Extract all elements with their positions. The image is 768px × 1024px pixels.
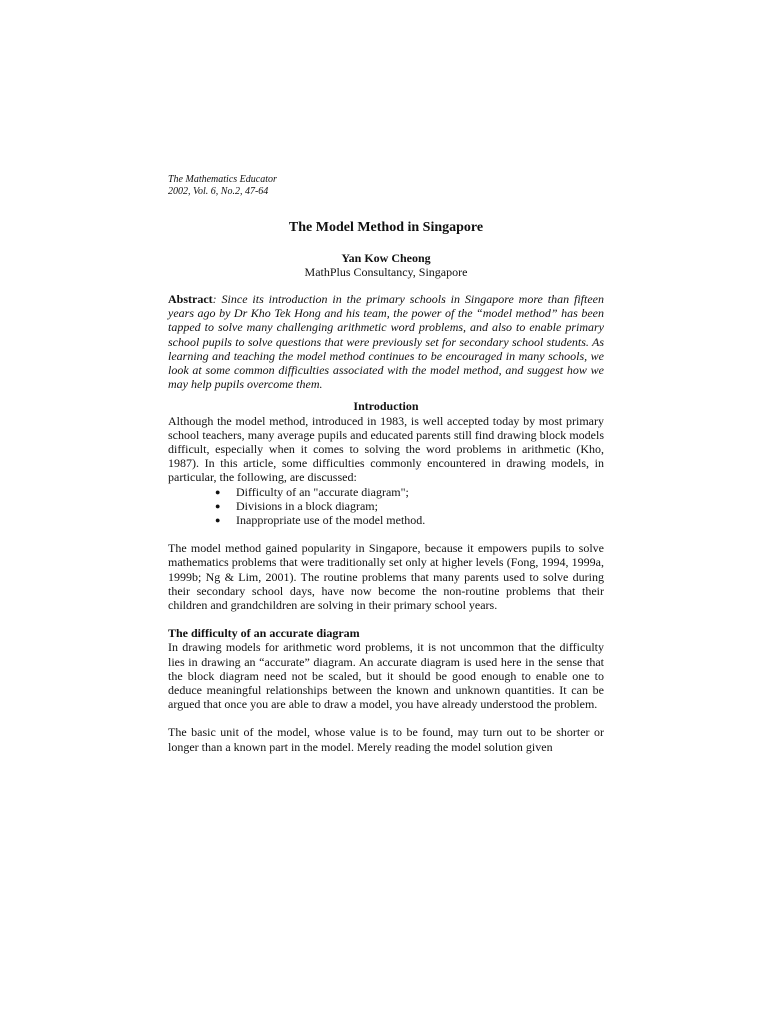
introduction-paragraph-1: Although the model method, introduced in 1983, is well accepted today by most primary school teachers, many average pupils and educated parents still find drawing block models difficult, especially when it comes to solving the word problems in arithmetic (Kho, 1987). In this article, some difficulties commonly encountered in drawing models, in particular, the following, are discussed:: [168, 413, 604, 485]
list-item: [168, 499, 604, 513]
accurate-diagram-heading: The difficulty of an accurate diagram: [168, 626, 360, 641]
journal-volume: 2002, Vol. 6, No.2, 47-64: [168, 186, 269, 197]
accurate-diagram-paragraph-1: In drawing models for arithmetic word problems, it is not uncommon that the difficulty lies in drawing an “accurate” diagram. An accurate diagram is used here in the sense that the block diagram need not be scaled, but it should be good enough to enable one to deduce meaningful relationships between the known and unknown quantities. It can be argued that once you are able to draw a model, you have already understood the problem.: [168, 640, 604, 712]
author-affiliation: MathPlus Consultancy, Singapore: [304, 265, 468, 279]
accurate-diagram-paragraph-2: The basic unit of the model, whose value is to be found, may turn out to be shorter or longer than a known part in the model. Merely reading the model solution given: [168, 725, 604, 754]
abstract-colon: :: [212, 292, 217, 306]
spacer: [168, 612, 604, 626]
journal-header: [168, 174, 604, 198]
author-name: Yan Kow Cheong: [341, 251, 431, 265]
introduction-heading: Introduction: [353, 399, 419, 414]
list-item-text: Difficulty of an "accurate diagram";: [236, 484, 409, 499]
abstract: [168, 292, 604, 391]
abstract-label: Abstract: [168, 292, 213, 306]
abstract-text: Since its introduction in the primary schools in Singapore more than fifteen years ago by Dr Kho Tek Hong and his team, the power of the “model method” has been tapped to solve many challenging arithmetic word problems, and also to enable primary school pupils to solve questions that were previously set for secondary school students. As learning and teaching the model method continues to be encouraged in many schools, we look at some common difficulties associated with the model method, and suggest how we may help pupils overcome them.: [168, 292, 604, 392]
paper-page: [168, 174, 604, 754]
journal-name: The Mathematics Educator: [168, 174, 277, 185]
list-item: [168, 513, 604, 527]
introduction-paragraph-2: The model method gained popularity in Singapore, because it empowers pupils to solve mathematics problems that were traditionally set only at higher levels (Fong, 1994, 1999a, 1999b; Ng & Lim, 2001). The routine problems that many parents used to solve during their secondary school days, have now become the non-routine problems that their children and grandchildren are solving in their primary school years.: [168, 541, 604, 613]
spacer: [168, 527, 604, 541]
bullet-icon: ●: [215, 515, 221, 526]
list-item-text: Inappropriate use of the model method.: [236, 513, 426, 528]
list-item: [168, 485, 604, 499]
bullet-icon: ●: [215, 486, 221, 497]
list-item-text: Divisions in a block diagram;: [236, 498, 378, 513]
bullet-icon: ●: [215, 500, 221, 511]
difficulty-list: [168, 485, 604, 528]
paper-title: The Model Method in Singapore: [288, 220, 484, 235]
